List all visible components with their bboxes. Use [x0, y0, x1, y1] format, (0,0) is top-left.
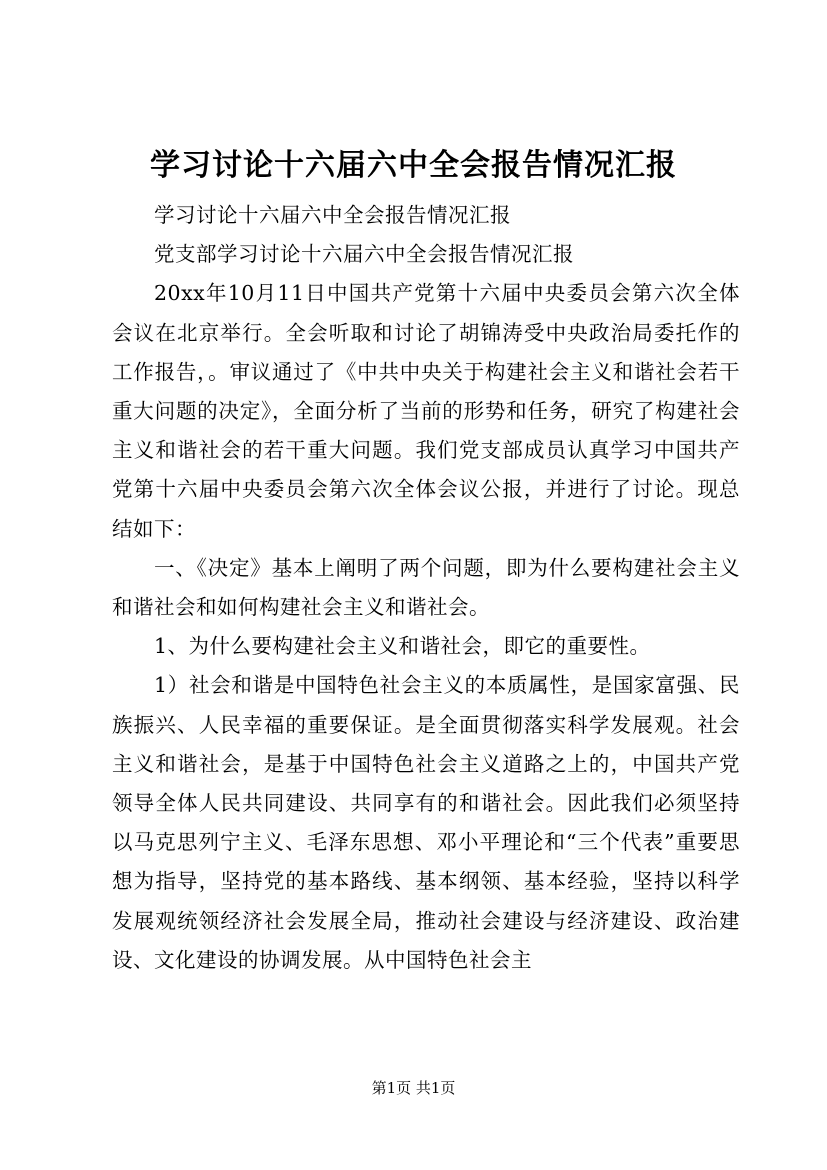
page-number-label: 第1页 共1页 — [371, 1079, 456, 1097]
paragraph-point-one: 1、为什么要构建社会主义和谐社会，即它的重要性。 — [154, 634, 651, 659]
paragraph-subpoint-one: 1）社会和谐是中国特色社会主义的本质属性，是国家富强、民族振兴、人民幸福的重要保证。是全面贯彻落实科学发展观。社会主义和谐社会，是基于中国特色社会主义道路之上的，中国共产党领导全体人民共同建设、共同享有的和谐社会。因此我们必须坚持以马克思列宁主义、毛泽东思想、邓小平理论和“三个代表”重要思想为指导，坚持党的基本路线、基本纲领、基本经验，坚持以科学发展观统领经济社会发展全局，推动社会建设与经济建设、政治建设、文化建设的协调发展。从中国特色社会主 — [112, 673, 740, 972]
document-title: 学习讨论十六届六中全会报告情况汇报 — [150, 148, 677, 183]
document-body — [112, 196, 740, 980]
paragraph-heading: 党支部学习讨论十六届六中全会报告情况汇报 — [154, 242, 574, 267]
paragraph-subtitle: 学习讨论十六届六中全会报告情况汇报 — [154, 203, 511, 227]
paragraph-section-one: 一、《决定》基本上阐明了两个问题，即为什么要构建社会主义和谐社会和如何构建社会主义和谐社会。 — [112, 555, 740, 620]
paragraph-intro: 20xx年10月11日中国共产党第十六届中央委员会第六次全体会议在北京举行。全会听取和讨论了胡锦涛受中央政治局委托作的工作报告，。审议通过了《中共中央关于构建社会主义和谐社会若干重大问题的决定》，全面分析了当前的形势和任务，研究了构建社会主义和谐社会的若干重大问题。我们党支部成员认真学习中国共产党第十六届中央委员会第六次全体会议公报，并进行了讨论。现总结如下： — [112, 281, 740, 541]
page-footer — [0, 1078, 827, 1098]
